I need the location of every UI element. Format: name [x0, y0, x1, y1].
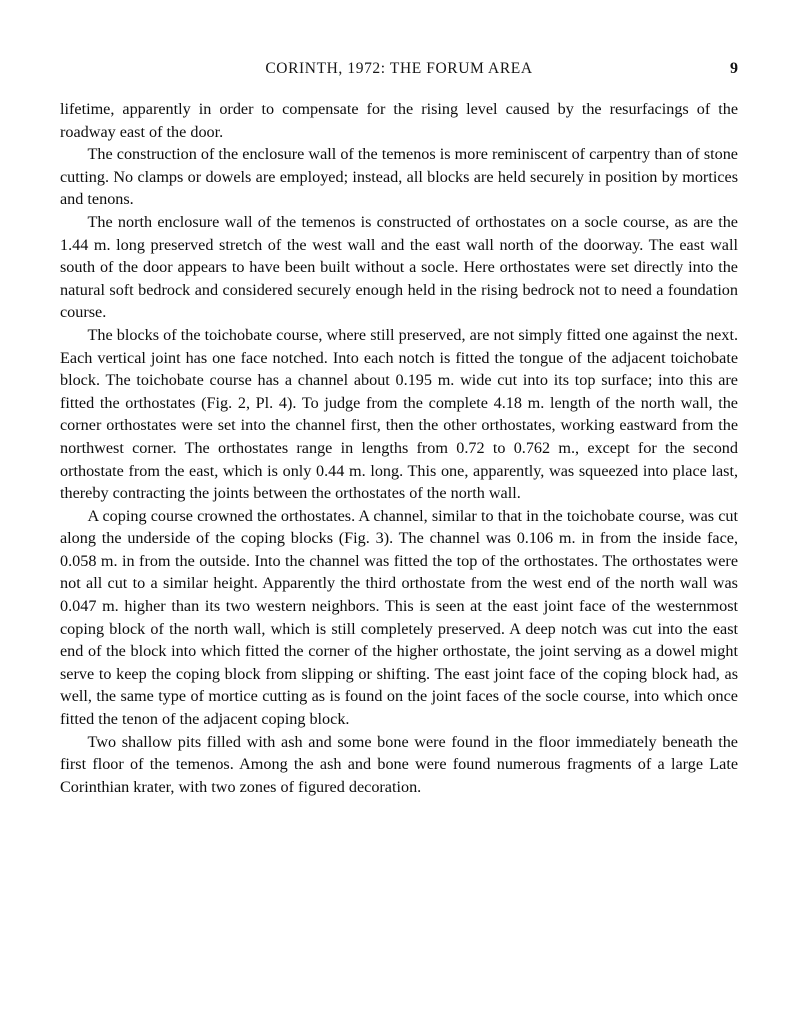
- paragraph: A coping course crowned the orthostates. A channel, similar to that in the toichobate course, was cut along the underside of the coping blocks (Fig. 3). The channel was 0.106 m. in from the inside face, 0.058 m. in from the outside. Into the channel was fitted the top of the orthostates. The orthostates were not all cut to a similar height. Apparently the third orthostate from the west end of the north wall was 0.047 m. higher than its two western neighbors. This is seen at the east joint face of the westernmost coping block of the north wall, which is still completely preserved. A deep notch was cut into the east end of the block into which fitted the corner of the higher orthostate, the joint serving as a dowel might serve to keep the coping block from slipping or shifting. The east joint face of the coping block had, as well, the same type of mortice cutting as is found on the joint faces of the socle course, into which once fitted the tenon of the adjacent coping block.: [60, 506, 738, 729]
- paragraph: The construction of the enclosure wall of the temenos is more reminiscent of carpentry than of stone cutting. No clamps or dowels are employed; instead, all blocks are held securely in position by mortices and tenons.: [60, 145, 738, 209]
- page-number: 9: [730, 60, 738, 77]
- running-head-title: CORINTH, 1972: THE FORUM AREA: [265, 60, 533, 77]
- paragraph: lifetime, apparently in order to compensate for the rising level caused by the resurfacings of the roadway east of the door.: [60, 100, 738, 141]
- paragraph: The blocks of the toichobate course, where still preserved, are not simply fitted one against the next. Each vertical joint has one face notched. Into each notch is fitted the tongue of the adjacent toichobate block. The toichobate course has a channel about 0.195 m. wide cut into its top surface; into this are fitted the orthostates (Fig. 2, Pl. 4). To judge from the complete 4.18 m. length of the north wall, the corner orthostates were set into the channel first, then the other orthostates, working eastward from the northwest corner. The orthostates range in lengths from 0.72 to 0.762 m., except for the second orthostate from the east, which is only 0.44 m. long. This one, apparently, was squeezed into place last, thereby contracting the joints between the orthostates of the north wall.: [60, 325, 738, 503]
- paragraph: The north enclosure wall of the temenos is constructed of orthostates on a socle course, as are the 1.44 m. long preserved stretch of the west wall and the east wall north of the doorway. The east wall south of the door appears to have been built without a socle. Here orthostates were set directly into the natural soft bedrock and considered securely enough held in the rising bedrock not to need a foundation course.: [60, 212, 738, 322]
- running-head: [60, 60, 738, 88]
- paragraph: Two shallow pits filled with ash and some bone were found in the floor immediately beneath the first floor of the temenos. Among the ash and bone were found numerous fragments of a large Late Corinthian krater, with two zones of figured decoration.: [60, 732, 738, 796]
- body-text: [60, 98, 738, 798]
